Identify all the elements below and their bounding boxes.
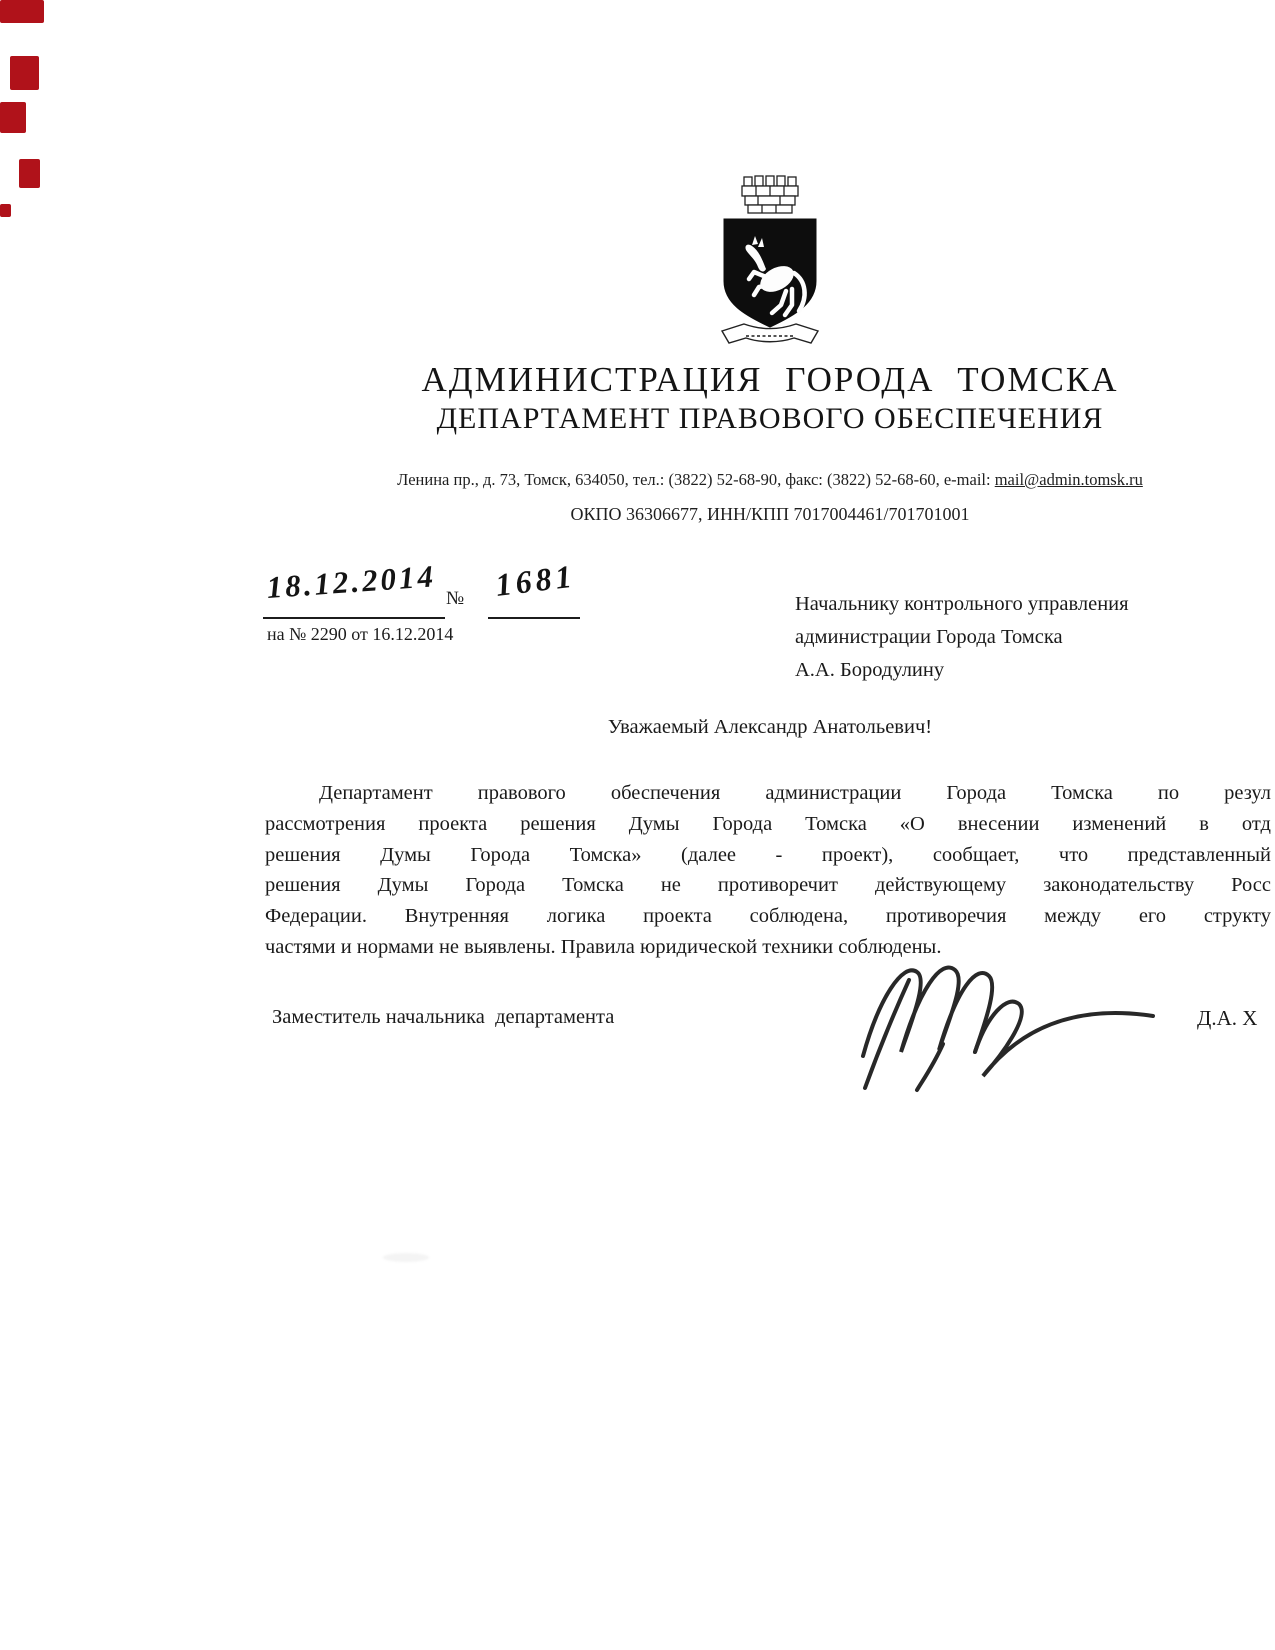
handwritten-outgoing-date: 18.12.2014 [265,558,438,606]
address-text: Ленина пр., д. 73, Томск, 634050, тел.: (3822) 52-68-90, факс: (3822) 52-68-60, e-mail: [397,470,995,489]
org-name-line2: ДЕПАРТАМЕНТ ПРАВОВОГО ОБЕСПЕЧЕНИЯ [436,402,1104,435]
body-line: Федерации. Внутренняя логика проекта соблюдена, противоречия между его структу [265,905,1271,928]
scan-smudge [383,1253,429,1262]
scan-artifact-red-mark [19,159,40,188]
number-underline [488,617,580,619]
scan-artifact-red-mark [0,204,11,217]
addressee-line: А.А. Бородулину [795,659,945,681]
tomsk-coat-of-arms-icon [714,173,826,363]
signer-position-title: Заместитель начальника департамента [272,1006,615,1028]
body-line: частями и нормами не выявлены. Правила юридической техники соблюдены. [265,935,942,958]
body-line: Департамент правового обеспечения администрации Города Томска по резул [319,782,1271,804]
email-link[interactable]: mail@admin.tomsk.ru [994,470,1143,489]
number-sign: № [446,588,465,609]
body-line: решения Думы Города Томска» (далее - проект), сообщает, что представленный [265,843,1271,866]
body-line: рассмотрения проекта решения Думы Города Томска «О внесении изменений в отд [265,812,1271,835]
org-name-line1: АДМИНИСТРАЦИЯ ГОРОДА ТОМСКА [421,360,1119,399]
body-line: решения Думы Города Томска не противоречит действующему законодательству Росс [265,874,1271,897]
letterhead-contacts [265,470,1275,490]
scan-artifact-red-mark [10,56,39,90]
addressee-line: администрации Города Томска [795,626,1063,648]
letterhead-emblem-wrap [265,173,1275,368]
scan-artifact-red-mark [0,0,44,23]
salutation: Уважаемый Александр Анатольевич! [607,716,933,738]
signer-name: Д.А. Х [1197,1006,1258,1030]
addressee-block [795,588,1129,687]
addressee-line: Начальнику контрольного управления [795,593,1129,615]
org-codes: ОКПО 36306677, ИНН/КПП 7017004461/701701001 [570,504,970,524]
reply-to-reference: на № 2290 от 16.12.2014 [267,624,454,644]
scan-artifact-red-mark [0,102,26,133]
handwritten-signature [845,928,1175,1093]
handwritten-outgoing-number: 1681 [493,557,578,604]
date-underline [263,617,445,619]
